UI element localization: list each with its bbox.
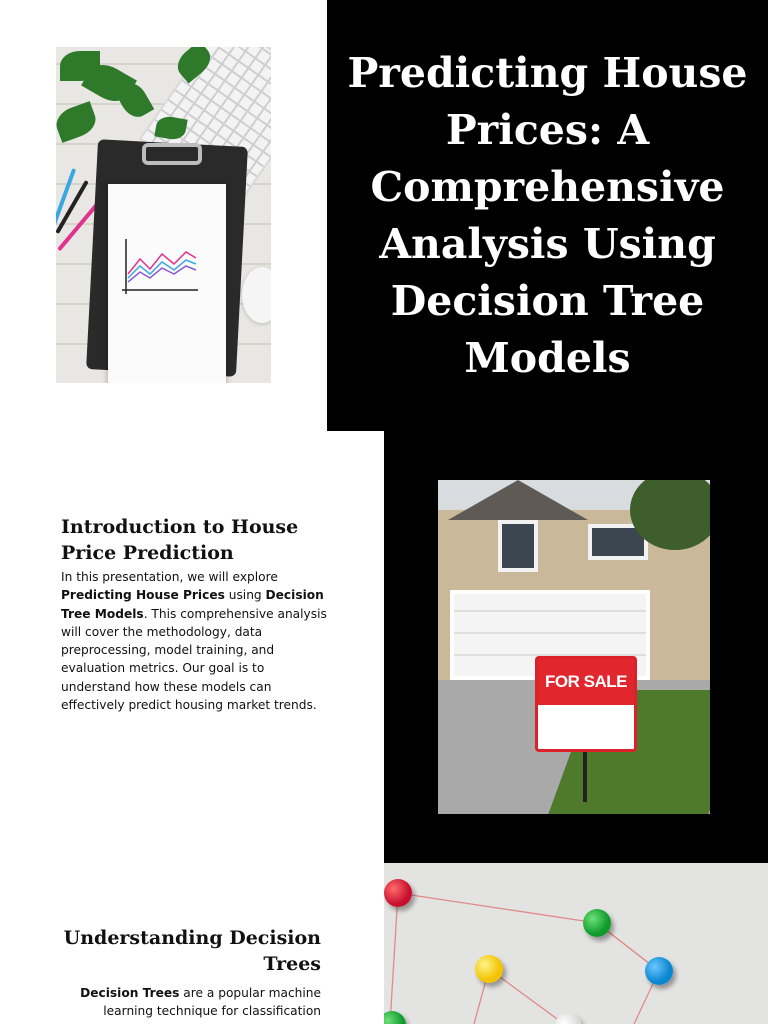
title-panel: [327, 0, 768, 431]
intro-body-text: using: [224, 588, 266, 603]
decision-trees-heading: [61, 925, 321, 977]
clipboard-clip: [142, 143, 202, 165]
intro-heading: [61, 514, 341, 566]
paper-sheet: [108, 184, 226, 383]
push-pins-network-photo: [384, 863, 768, 1024]
desk-clipboard-photo: [56, 47, 271, 383]
house-window: [498, 520, 538, 572]
yellow-pin: [475, 955, 503, 983]
decision-trees-heading-line1: Understanding Decision: [63, 927, 321, 949]
decision-trees-body-bold: Decision Trees: [80, 986, 180, 1000]
plant-leaf: [56, 101, 100, 143]
intro-body-bold: Decision Tree Models: [61, 588, 324, 621]
intro-heading-line1: Introduction to House: [61, 516, 299, 538]
intro-body: [61, 568, 331, 714]
intro-body-text: In this presentation, we will explore: [61, 570, 278, 584]
green-pin: [583, 909, 611, 937]
decision-trees-heading-line2: Trees: [263, 953, 321, 975]
pin-strings: [384, 863, 768, 1024]
decision-trees-body-text: are a popular machine learning technique for classification: [103, 986, 321, 1019]
sign-post: [583, 752, 587, 802]
intro-body-text: . This comprehensive analysis will cover the methodology, data preprocessing, model training, and evaluation metrics. Our goal is to understand how these models can effectively predict housing market trends.: [61, 606, 327, 713]
for-sale-sign-text: FOR SALE: [538, 659, 634, 705]
line-chart-sketch: [118, 234, 208, 304]
house-roof: [448, 480, 588, 520]
intro-body-bold: Predicting House Prices: [61, 588, 225, 603]
red-pin: [384, 879, 412, 907]
house-for-sale-photo: [438, 480, 710, 814]
for-sale-sign: [535, 656, 637, 752]
blue-pin: [645, 957, 673, 985]
decision-trees-body: [51, 984, 321, 1021]
intro-heading-line2: Price Prediction: [61, 542, 234, 564]
mouse-image: [242, 267, 271, 323]
presentation-title: Predicting House Prices: A Comprehensive Analysis Using Decision Tree Models: [347, 48, 748, 382]
